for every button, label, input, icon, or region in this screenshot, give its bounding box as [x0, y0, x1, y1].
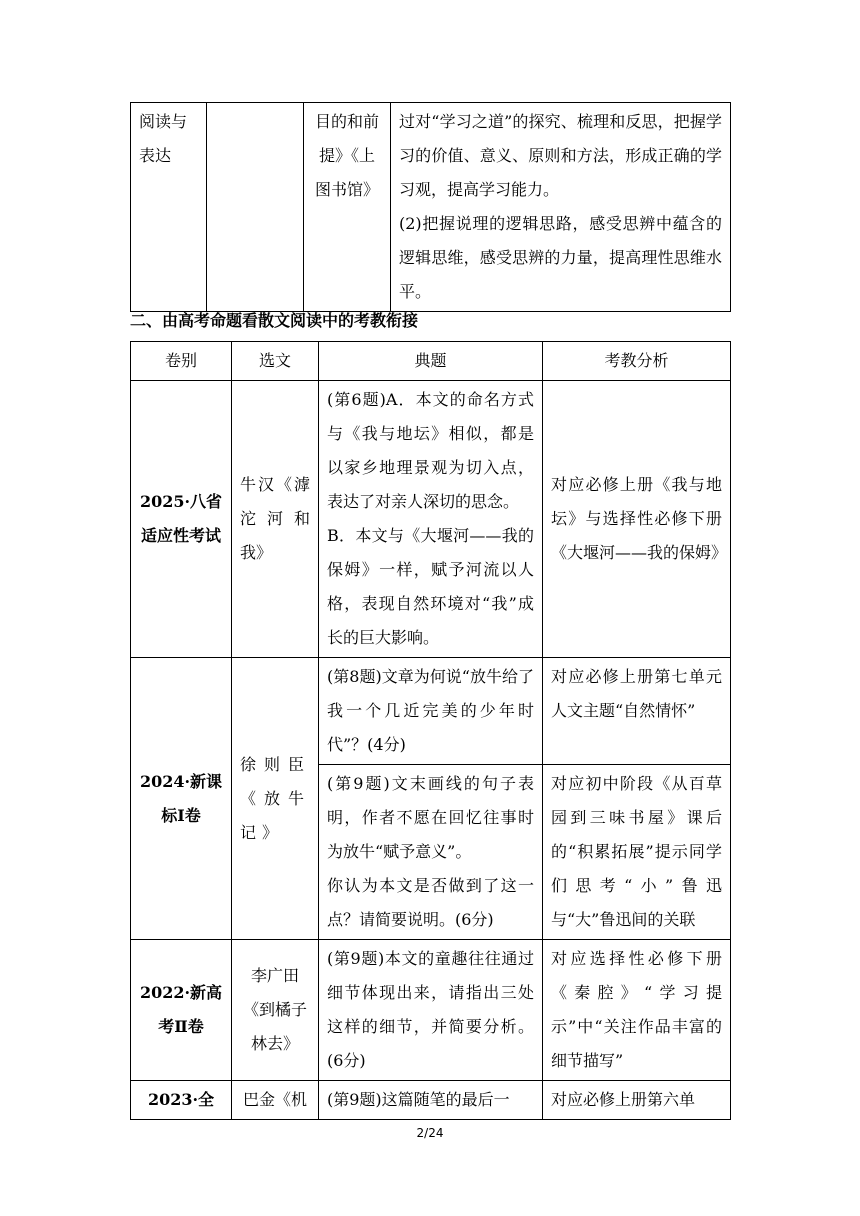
row2-exam: 2024·新课标Ⅰ卷: [131, 658, 232, 940]
row1-question-b: B．本文与《大堰河——我的保姆》一样，赋予河流以人格，表现自然环境对“我”成长的巨大影响。: [327, 526, 534, 647]
row2-analysis-2: 对应初中阶段《从百草园到三味书屋》课后的“积累拓展”提示同学们思考“小”鲁迅与“大”鲁迅间的关联: [543, 765, 731, 940]
row1-analysis: 对应必修上册《我与地坛》与选择性必修下册《大堰河——我的保姆》: [543, 381, 731, 658]
table-row: [131, 658, 731, 765]
header-analysis: 考教分析: [543, 342, 731, 381]
table-row: [131, 1081, 731, 1120]
header-text: 选文: [232, 342, 319, 381]
row1-text: 牛汉《滹沱河和我》: [232, 381, 319, 658]
row3-analysis: 对应选择性必修下册《秦腔》“学习提示”中“关注作品丰富的细节描写”: [543, 940, 731, 1081]
row3-question: (第9题)本文的童趣往往通过细节体现出来，请指出三处这样的细节，并简要分析。(6分): [319, 940, 543, 1081]
top-table-col2: [207, 103, 304, 312]
header-question: 典题: [319, 342, 543, 381]
top-table-col4-p1: 过对“学习之道”的探究、梳理和反思，把握学习的价值、意义、原则和方法，形成正确的学习观，提高学习能力。: [399, 112, 722, 199]
table-row: [131, 940, 731, 1081]
row1-question: [319, 381, 543, 658]
row1-question-a: (第6题)A．本文的命名方式与《我与地坛》相似，都是以家乡地理景观为切入点，表达了对亲人深切的思念。: [327, 390, 534, 511]
header-exam: 卷别: [131, 342, 232, 381]
main-table: [130, 341, 731, 1120]
row2-question-1: (第8题)文章为何说“放牛给了我一个几近完美的少年时代”？(4分): [319, 658, 543, 765]
row1-exam: 2025·八省适应性考试: [131, 381, 232, 658]
row4-analysis: 对应必修上册第六单: [543, 1081, 731, 1120]
row3-exam: 2022·新高考Ⅱ卷: [131, 940, 232, 1081]
table-row: [131, 381, 731, 658]
top-table-col3: 目的和前提》《上图书馆》: [304, 103, 391, 312]
row3-text: 李广田《到橘子林去》: [232, 940, 319, 1081]
row4-exam: 2023·全: [131, 1081, 232, 1120]
row4-text: 巴金《机: [232, 1081, 319, 1120]
section-title: 二、由高考命题看散文阅读中的考教衔接: [130, 311, 419, 330]
row2-question-2: [319, 765, 543, 940]
row4-question: (第9题)这篇随笔的最后一: [319, 1081, 543, 1120]
top-table-col1: 阅读与表达: [131, 103, 207, 312]
row2-question-2a: (第9题)文末画线的句子表明，作者不愿在回忆往事时为放牛“赋予意义”。: [327, 774, 534, 861]
row2-text: 徐则臣《放牛记》: [232, 658, 319, 940]
top-table: [130, 102, 731, 312]
page-number: 2/24: [416, 1126, 444, 1140]
row2-analysis-1: 对应必修上册第七单元人文主题“自然情怀”: [543, 658, 731, 765]
top-table-col4-p2: (2)把握说理的逻辑思路，感受思辨中蕴含的逻辑思维，感受思辨的力量，提高理性思维水平。: [399, 214, 722, 301]
row2-question-2b: 你认为本文是否做到了这一点？请简要说明。(6分): [327, 876, 534, 929]
top-table-col4: [391, 103, 731, 312]
